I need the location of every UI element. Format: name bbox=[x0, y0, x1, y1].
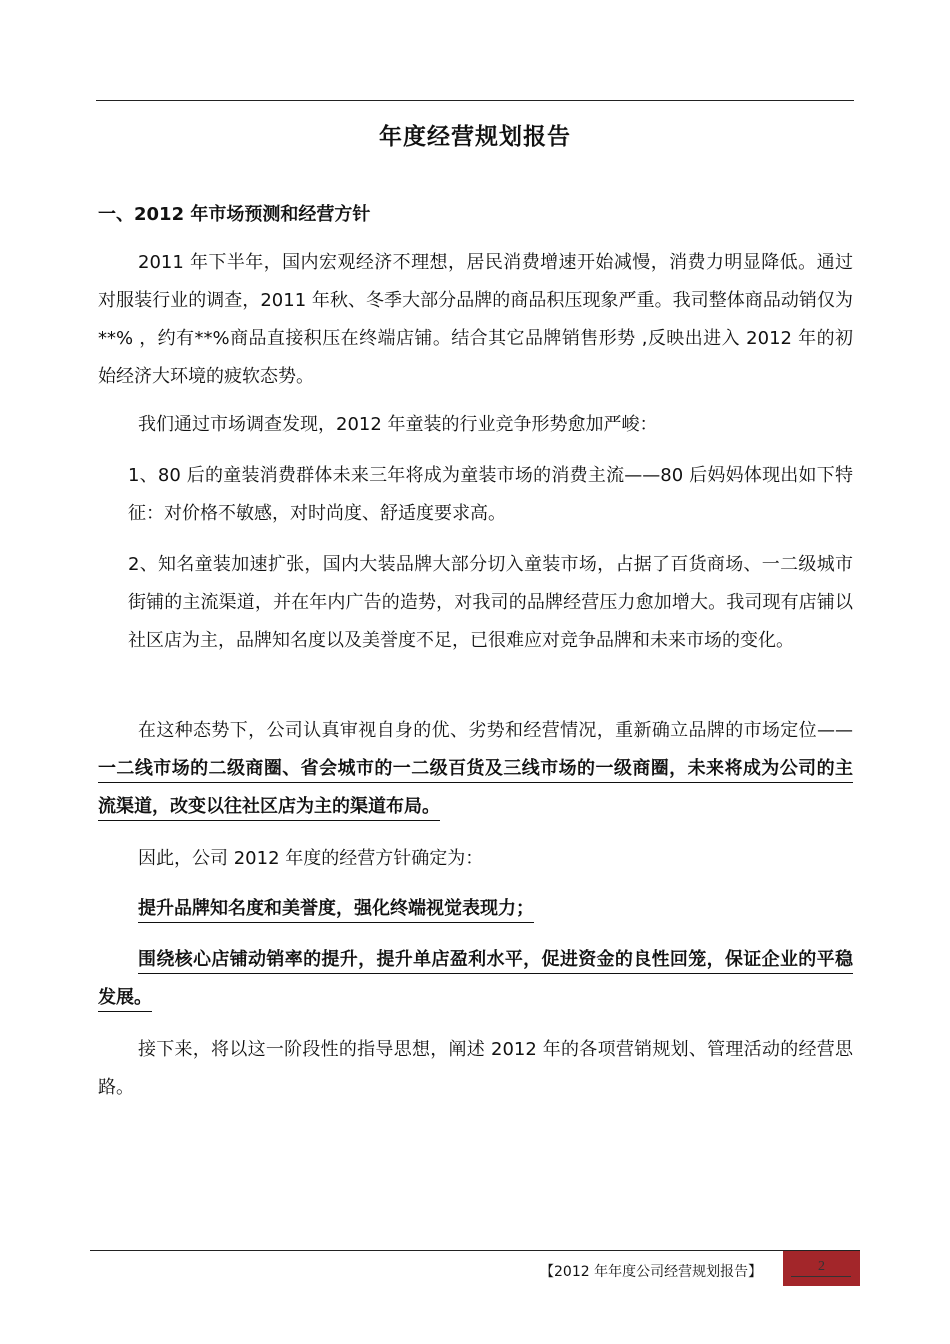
header-rule bbox=[96, 100, 854, 101]
paragraph-point-1: 1、80 后的童装消费群体未来三年将成为童装市场的消费主流——80 后妈妈体现出如下特征：对价格不敏感，对时尚度、舒适度要求高。 bbox=[128, 465, 853, 524]
footer-rule bbox=[90, 1250, 860, 1251]
positioning-key-statement: 一二线市场的二级商圈、省会城市的一二级百货及三线市场的一级商圈，未来将成为公司的主流渠道，改变以往社区店为主的渠道布局。 bbox=[98, 758, 853, 817]
paragraph-point-2: 2、知名童装加速扩张，国内大装品牌大部分切入童装市场，占据了百货商场、一二级城市街铺的主流渠道，并在年内广告的造势，对我司的品牌经营压力愈加增大。我司现有店铺以社区店为主，品牌知名度以及美誉度不足，已很难应对竞争品牌和未来市场的变化。 bbox=[128, 554, 853, 651]
paragraph-next-steps: 接下来，将以这一阶段性的指导思想，阐述 2012 年的各项营销规划、管理活动的经营思路。 bbox=[98, 1039, 853, 1098]
document-title: 年度经营规划报告 bbox=[379, 124, 571, 150]
policy-2-text: 围绕核心店铺动销率的提升，提升单店盈利水平，促进资金的良性回笼，保证企业的平稳发展。 bbox=[98, 949, 853, 1008]
paragraph-policy-1 bbox=[98, 890, 853, 928]
paragraph-positioning bbox=[98, 712, 853, 826]
paragraph-policy-2 bbox=[98, 941, 853, 1017]
positioning-lead-text: 在这种态势下，公司认真审视自身的优、劣势和经营情况，重新确立品牌的市场定位—— bbox=[138, 720, 853, 741]
paragraph-policy-intro: 因此，公司 2012 年度的经营方针确定为： bbox=[138, 848, 484, 869]
paragraph-market-forecast: 2011 年下半年，国内宏观经济不理想，居民消费增速开始减慢，消费力明显降低。通过对服装行业的调查，2011 年秋、冬季大部分品牌的商品积压现象严重。我司整体商品动销仅为**% ，约有**%商品直接积压在终端店铺。结合其它品牌销售形势 ,反映出进入 2012 年的初始经济大环境的疲软态势。 bbox=[98, 252, 853, 387]
section-heading: 一、2012 年市场预测和经营方针 bbox=[98, 204, 371, 225]
page-number: 2 bbox=[818, 1259, 825, 1274]
paragraph-competition-intro: 我们通过市场调查发现，2012 年童装的行业竞争形势愈加严峻： bbox=[138, 414, 658, 435]
page-number-underline bbox=[791, 1276, 851, 1277]
page-number-box bbox=[783, 1251, 860, 1286]
policy-1-text: 提升品牌知名度和美誉度，强化终端视觉表现力； bbox=[138, 898, 534, 919]
footer-report-label: 【2012 年年度公司经营规划报告】 bbox=[540, 1264, 763, 1280]
